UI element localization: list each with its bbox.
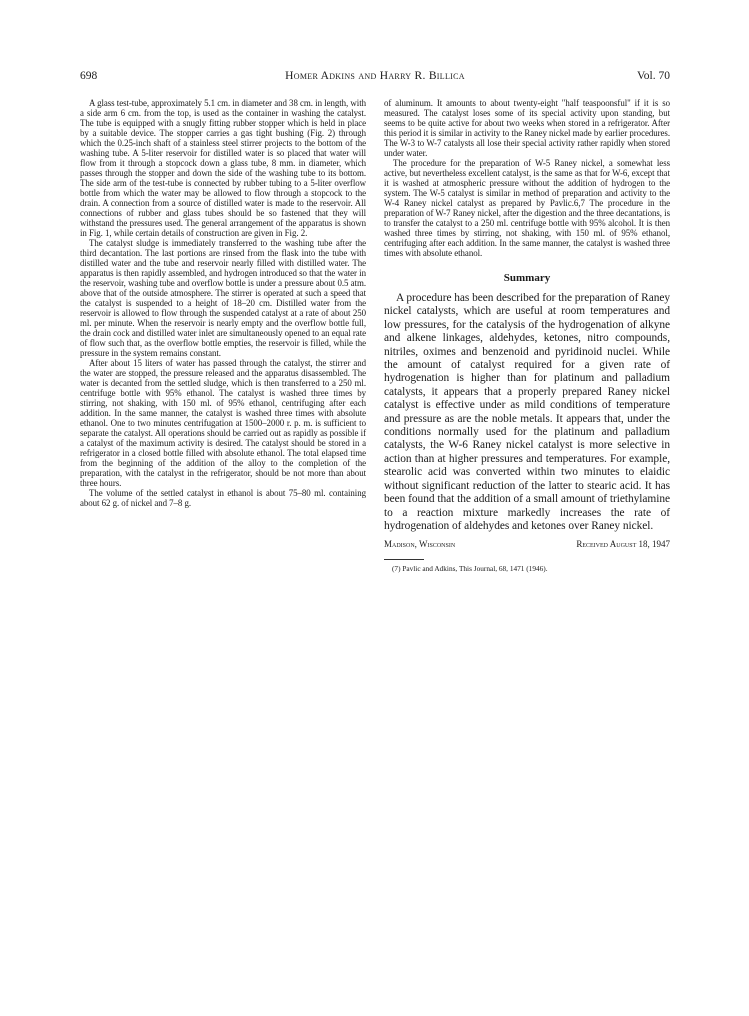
- received-date: Received August 18, 1947: [576, 539, 670, 550]
- paragraph-volume: The volume of the settled catalyst in ethanol is about 75–80 ml. containing about 62 g. of nickel and 7–8 g.: [80, 488, 366, 508]
- paragraph-w5-w7: The procedure for the preparation of W-5 Raney nickel, a somewhat less active, but nevertheless excellent catalyst, is the same as that for W-6, except that it is washed at atmospheric pressure without the addition of hydrogen to the system. The W-5 catalyst is similar in method of preparation and activity to the W-4 Raney nickel catalyst as prepared by Pavlic.6,7 The procedure in the preparation of W-7 Raney nickel, after the digestion and the three decantations, is to transfer the catalyst to a 250 ml. centrifuge bottle with 95% alcohol. It is then washed three times by stirring, not shaking, with 150 ml. of 95% ethanol, centrifuging after each addition. In the same manner, the catalyst is washed three times with absolute ethanol.: [384, 158, 670, 258]
- location: Madison, Wisconsin: [384, 539, 456, 550]
- volume-label: Vol. 70: [636, 70, 670, 82]
- running-header: [80, 70, 670, 86]
- footnote-rule: [384, 559, 424, 560]
- running-head-authors: Homer Adkins and Harry R. Billica: [285, 70, 465, 82]
- paragraph-continuation: of aluminum. It amounts to about twenty-eight "half teaspoonsful" if it is so measured. The catalyst loses some of its special activity upon standing, but seems to be quite active for about two weeks when stored in a refrigerator. After this period it is similar in activity to the Raney nickel made by earlier procedures. The W-3 to W-7 catalysts all lose their special activity rather rapidly when stored under water.: [384, 98, 670, 158]
- paragraph-washing: The catalyst sludge is immediately transferred to the washing tube after the third decantation. The last portions are rinsed from the flask into the tube with distilled water and the tube and reservoir nearly filled with distilled water. The apparatus is then rapidly assembled, and hydrogen introduced so that the water in the reservoir, washing tube and overflow bottle is under a pressure about 0.5 atm. above that of the outside atmosphere. The stirrer is operated at such a speed that the catalyst is suspended to a height of 18–20 cm. Distilled water from the reservoir is allowed to flow through the suspended catalyst at a rate of about 250 ml. per minute. When the reservoir is nearly empty and the overflow bottle full, the drain cock and distilled water inlet are simultaneously opened to an equal rate of flow such that, as the overflow bottle empties, the reservoir is filled, while the pressure in the system remains constant.: [80, 238, 366, 358]
- left-column: [80, 98, 366, 508]
- summary-text: A procedure has been described for the preparation of Raney nickel catalysts, which are useful at room temperatures and low pressures, for the catalysis of the hydrogenation of alkyne and alkene linkages, aldehydes, ketones, nitro compounds, nitriles, oximes and benzenoid and pyridinoid nuclei. While the amount of catalyst required for a given rate of hydrogenation is higher than for platinum and palladium catalysts, it appears that a properly prepared Raney nickel catalyst is effective under as mild conditions of temperature and pressure as are the noble metals. It appears that, under the conditions normally used for the platinum and palladium catalysts, the W-6 Raney nickel catalyst is more selective in action than at higher pressures and temperatures. For example, stearolic acid was converted within two minutes to elaidic without significant reduction of the latter to stearic acid. It has been found that the addition of a small amount of triethylamine to a reaction mixture markedly increases the rate of hydrogenation of aldehydes and ketones over Raney nickel.: [384, 292, 670, 532]
- paragraph-decanting: After about 15 liters of water has passed through the catalyst, the stirrer and the water are stopped, the pressure released and the apparatus disassembled. The water is decanted from the settled sludge, which is then transferred to a 250 ml. centrifuge bottle with 95% ethanol. The catalyst is washed three times by stirring, not shaking, with 150 ml. of 95% ethanol, centrifuging after each addition. In the same manner, the catalyst is washed three times with absolute ethanol. One to two minutes centrifugation at 1500–2000 r. p. m. is sufficient to separate the catalyst. All operations should be carried out as rapidly as possible if a catalyst of the maximum activity is desired. The catalyst should be stored in a refrigerator in a closed bottle filled with absolute ethanol. The total elapsed time from the beginning of the addition of the alloy to the completion of the preparation, with the catalyst in the refrigerator, should be not more than about three hours.: [80, 358, 366, 488]
- right-column: [384, 98, 670, 573]
- signoff-line: [384, 539, 670, 551]
- paragraph-apparatus: A glass test-tube, approximately 5.1 cm. in diameter and 38 cm. in length, with a side arm 6 cm. from the top, is used as the container in washing the catalyst. The tube is equipped with a snugly fitting rubber stopper which is held in place by a suitable device. The stopper carries a gas tight bushing (Fig. 2) through which the 0.25-inch shaft of a stainless steel stirrer projects to the bottom of the washing tube. A 5-liter reservoir for distilled water is so placed that water will flow from it through a stopcock down a glass tube, 8 mm. in diameter, which passes through the stopper and down the side of the washing tube to its bottom. The side arm of the test-tube is connected by rubber tubing to a 5-liter overflow bottle from which the water may be allowed to flow through a stopcock to the drain. A connection from a source of distilled water is made to the reservoir. All connections of rubber and glass tubes should be so fastened that they will withstand the pressures used. The general arrangement of the apparatus is shown in Fig. 1, while certain details of construction are given in Fig. 2.: [80, 98, 366, 238]
- footnote: (7) Pavlic and Adkins, This Journal, 68, 1471 (1946).: [392, 564, 548, 574]
- page-number: 698: [80, 70, 98, 82]
- summary-heading: Summary: [503, 272, 551, 284]
